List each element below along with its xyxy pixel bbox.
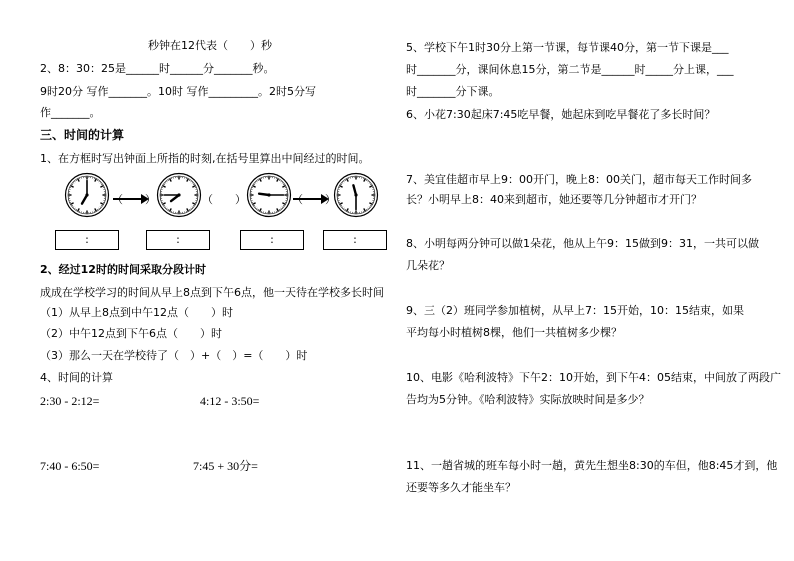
time-answer-box-4[interactable]: : (323, 230, 387, 250)
q11-line1: 11、一趟省城的班车每小时一趟，黄先生想坐8:30的车但，他8:45才到，他 (406, 459, 778, 472)
q6: 6、小花7:30起床7:45吃早餐，她起床到吃早餐花了多长时间？ (406, 108, 716, 121)
clock-face-4 (333, 172, 379, 218)
clock-question: 1、在方框时写出钟面上所指的时刻,在括号里算出中间经过的时间。 (40, 152, 370, 165)
q10-line2: 告均为5分钟。《哈利波特》实际放映时间是多少？ (406, 393, 650, 406)
q8-line1: 8、小明每两分钟可以做1朵花，他从上午9：15做到9：31，一共可以做 (406, 237, 759, 250)
time-answer-box-1[interactable]: : (55, 230, 119, 250)
q7-line2: 长？小明早上8：40来到超市，她还要等几分钟超市才开门？ (406, 193, 702, 206)
q9-line2: 平均每小时植树8棵，他们一共植树多少棵？ (406, 326, 622, 339)
elapsed-paren-2: （ ） (202, 193, 246, 206)
calc-3: 7:40 - 6:50= (40, 459, 100, 473)
time-fill-question: 2、8：30：25是______时______分_______秒。 (40, 62, 275, 75)
q2-part2: （2）中午12点到下午6点（ ）时 (40, 327, 222, 340)
q11-line2: 还要等多久才能坐车？ (406, 481, 516, 494)
seconds-question: 秒钟在12代表（ ）秒 (148, 39, 272, 52)
section3-title: 三、时间的计算 (40, 128, 125, 142)
q5-line3: 时_______分下课。 (406, 85, 500, 98)
q5-line1: 5、学校下午1时30分上第一节课，每节课40分，第一节下课是___ (406, 41, 729, 54)
q2-title: 2、经过12时的时间采取分段计时 (40, 263, 206, 276)
elapsed-paren-3: （ ） (292, 193, 336, 206)
calc-2: 4:12 - 3:50= (200, 394, 260, 408)
clock-face-2 (156, 172, 202, 218)
q5-line2: 时_______分，课间休息15分，第二节是______时_____分上课，___ (406, 63, 734, 76)
calc-1: 2:30 - 2:12= (40, 394, 100, 408)
clock-face-1 (64, 172, 110, 218)
write-time-question-line1: 9时20分 写作_______。10时 写作_________。2时5分写 (40, 85, 316, 98)
elapsed-paren-1: （ ） (112, 193, 156, 206)
q4-title: 4、时间的计算 (40, 371, 113, 384)
time-answer-box-2[interactable]: : (146, 230, 210, 250)
q10-line1: 10、电影《哈利波特》下午2：10开始，到下午4：05结束，中间放了两段广 (406, 371, 781, 384)
q2-part3: （3）那么一天在学校待了（ ）+（ ）=（ ）时 (40, 349, 308, 362)
clock-face-3 (246, 172, 292, 218)
q9-line1: 9、三（2）班同学参加植树，从早上7：15开始，10：15结束，如果 (406, 304, 744, 317)
calc-4: 7:45 + 30分= (193, 459, 258, 473)
q2-description: 成成在学校学习的时间从早上8点到下午6点，他一天待在学校多长时间 (40, 286, 384, 299)
q7-line1: 7、美宜佳超市早上9：00开门，晚上8：00关门，超市每天工作时间多 (406, 173, 752, 186)
q8-line2: 几朵花？ (406, 259, 450, 272)
q2-part1: （1）从早上8点到中午12点（ ）时 (40, 306, 233, 319)
write-time-question-line2: 作_______。 (40, 106, 101, 119)
time-answer-box-3[interactable]: : (240, 230, 304, 250)
